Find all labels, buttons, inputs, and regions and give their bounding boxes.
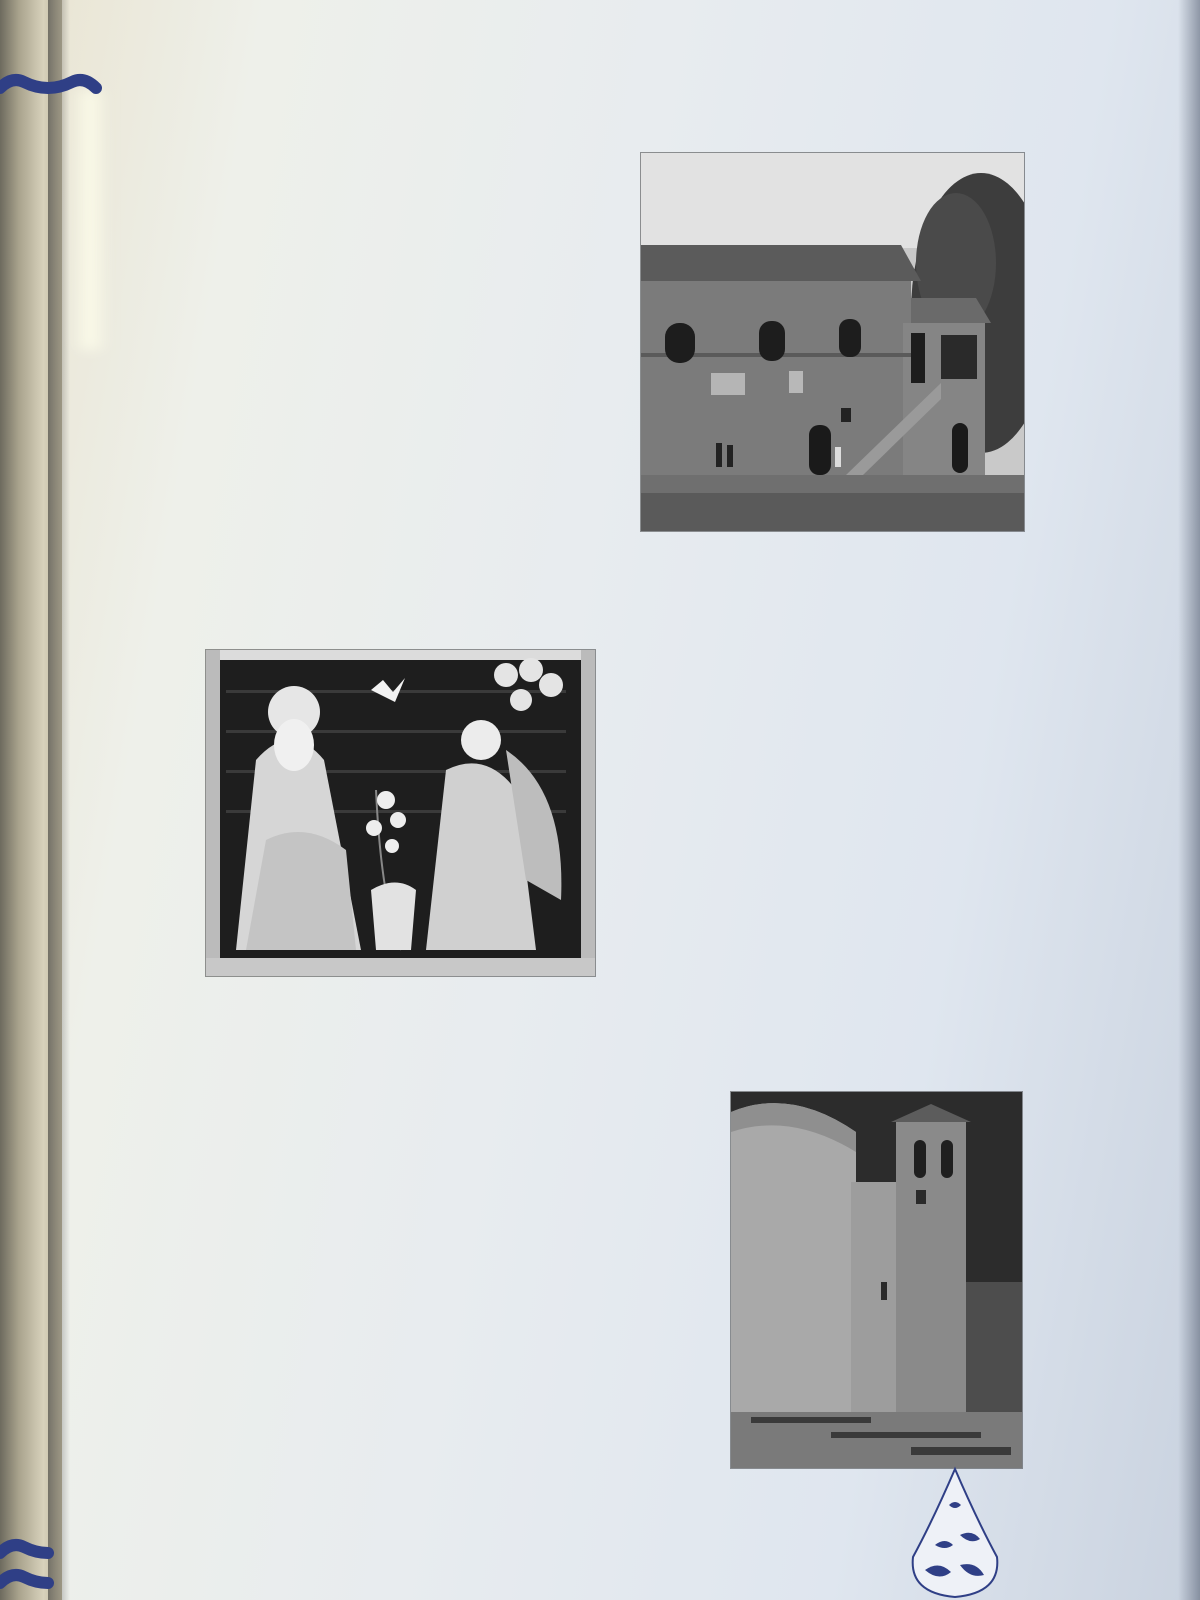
stone-castle-image bbox=[641, 153, 1024, 531]
caprese-castle-photo bbox=[641, 153, 1024, 531]
page-edge-shadow bbox=[1178, 0, 1200, 1600]
romanesque-church-tower-image bbox=[731, 1092, 1022, 1468]
socana-church-photo bbox=[731, 1092, 1022, 1468]
wave-border-top bbox=[0, 40, 1200, 110]
annunciation-relief-photo bbox=[206, 650, 595, 976]
light-glare bbox=[70, 90, 110, 350]
binding-shadow bbox=[48, 0, 70, 1600]
wave-border-bottom bbox=[0, 1535, 1200, 1600]
della-robbia-relief-image bbox=[206, 650, 595, 976]
